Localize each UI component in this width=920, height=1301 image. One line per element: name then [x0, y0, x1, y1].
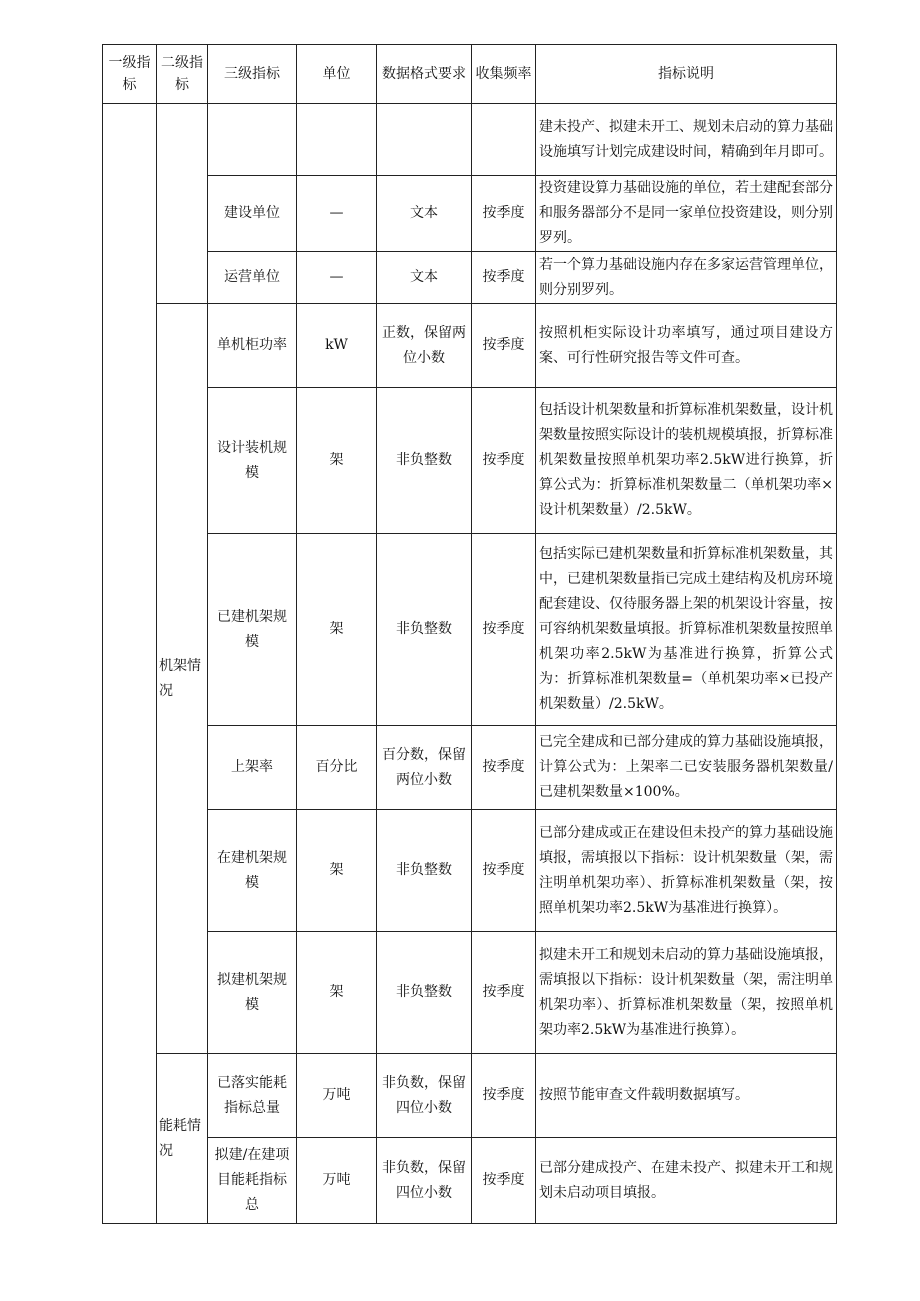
header-level2: 二级指标 — [157, 45, 208, 104]
indicator-table — [102, 44, 837, 1224]
frequency-cell: 按季度 — [472, 726, 536, 810]
frequency-cell: 按季度 — [472, 534, 536, 726]
unit-cell: 架 — [297, 388, 377, 534]
level2-energy-cell: 能耗情况 — [157, 1054, 208, 1224]
table-row — [103, 252, 837, 304]
unit-cell: kW — [297, 304, 377, 388]
description-cell: 已完全建成和已部分建成的算力基础设施填报，计算公式为：上架率二已安装服务器机架数量/已建机架数量×100%。 — [536, 726, 837, 810]
description-cell: 建未投产、拟建未开工、规划未启动的算力基础设施填写计划完成建设时间，精确到年月即可。 — [536, 104, 837, 176]
indicator-cell: 上架率 — [208, 726, 297, 810]
table-row — [103, 932, 837, 1054]
indicator-cell — [208, 104, 297, 176]
table-row — [103, 304, 837, 388]
description-cell: 拟建未开工和规划未启动的算力基础设施填报，需填报以下指标：设计机架数量（架，需注明单机架功率）、折算标准机架数量（架，按照单机架功率2.5kW为基准进行换算）。 — [536, 932, 837, 1054]
table-row — [103, 176, 837, 252]
unit-cell: 架 — [297, 534, 377, 726]
table-row — [103, 1054, 837, 1138]
header-format: 数据格式要求 — [377, 45, 472, 104]
table-row — [103, 104, 837, 176]
description-cell: 已部分建成投产、在建未投产、拟建未开工和规划未启动项目填报。 — [536, 1138, 837, 1224]
description-cell: 若一个算力基础设施内存在多家运营管理单位，则分别罗列。 — [536, 252, 837, 304]
indicator-cell: 已落实能耗指标总量 — [208, 1054, 297, 1138]
format-cell: 非负整数 — [377, 932, 472, 1054]
indicator-cell: 拟建机架规模 — [208, 932, 297, 1054]
frequency-cell: 按季度 — [472, 810, 536, 932]
table-row — [103, 534, 837, 726]
indicator-cell: 单机柜功率 — [208, 304, 297, 388]
frequency-cell: 按季度 — [472, 932, 536, 1054]
table-row — [103, 810, 837, 932]
header-level1: 一级指标 — [103, 45, 157, 104]
frequency-cell: 按季度 — [472, 1138, 536, 1224]
description-cell: 包括设计机架数量和折算标准机架数量，设计机架数量按照实际设计的装机规模填报，折算标准机架数量按照单机架功率2.5kW进行换算，折算公式为：折算标准机架数量二（单机架功率×设计机架数量）/2.5kW。 — [536, 388, 837, 534]
format-cell: 非负整数 — [377, 388, 472, 534]
description-cell: 按照节能审查文件载明数据填写。 — [536, 1054, 837, 1138]
indicator-cell: 建设单位 — [208, 176, 297, 252]
unit-cell: — — [297, 252, 377, 304]
table-header-row — [103, 45, 837, 104]
format-cell: 正数，保留两位小数 — [377, 304, 472, 388]
format-cell: 非负整数 — [377, 534, 472, 726]
table-row — [103, 388, 837, 534]
unit-cell: 万吨 — [297, 1138, 377, 1224]
table-row — [103, 1138, 837, 1224]
unit-cell: — — [297, 176, 377, 252]
unit-cell: 百分比 — [297, 726, 377, 810]
format-cell — [377, 104, 472, 176]
indicator-cell: 已建机架规模 — [208, 534, 297, 726]
format-cell: 百分数，保留两位小数 — [377, 726, 472, 810]
frequency-cell — [472, 104, 536, 176]
description-cell: 包括实际已建机架数量和折算标准机架数量，其中，已建机架数量指已完成土建结构及机房环境配套建设、仅待服务器上架的机架设计容量，按可容纳机架数量填报。折算标准机架数量按照单机架功率2.5kW为基准进行换算，折算公式为：折算标准机架数量=（单机架功率×已投产机架数量）/2.5kW。 — [536, 534, 837, 726]
table-row — [103, 726, 837, 810]
frequency-cell: 按季度 — [472, 304, 536, 388]
level1-cell — [103, 104, 157, 1224]
unit-cell: 架 — [297, 810, 377, 932]
level2-cell-empty — [157, 104, 208, 304]
unit-cell: 架 — [297, 932, 377, 1054]
frequency-cell: 按季度 — [472, 1054, 536, 1138]
unit-cell — [297, 104, 377, 176]
description-cell: 已部分建成或正在建设但未投产的算力基础设施填报，需填报以下指标：设计机架数量（架，需注明单机架功率）、折算标准机架数量（架，按照单机架功率2.5kW为基准进行换算）。 — [536, 810, 837, 932]
description-cell: 投资建设算力基础设施的单位，若土建配套部分和服务器部分不是同一家单位投资建设，则分别罗列。 — [536, 176, 837, 252]
unit-cell: 万吨 — [297, 1054, 377, 1138]
header-level3: 三级指标 — [208, 45, 297, 104]
format-cell: 文本 — [377, 252, 472, 304]
format-cell: 非负整数 — [377, 810, 472, 932]
frequency-cell: 按季度 — [472, 388, 536, 534]
indicator-cell: 拟建/在建项目能耗指标总 — [208, 1138, 297, 1224]
frequency-cell: 按季度 — [472, 252, 536, 304]
format-cell: 非负数，保留四位小数 — [377, 1054, 472, 1138]
header-description: 指标说明 — [536, 45, 837, 104]
indicator-cell: 设计装机规模 — [208, 388, 297, 534]
format-cell: 非负数，保留四位小数 — [377, 1138, 472, 1224]
description-cell: 按照机柜实际设计功率填写，通过项目建设方案、可行性研究报告等文件可查。 — [536, 304, 837, 388]
header-frequency: 收集频率 — [472, 45, 536, 104]
indicator-cell: 在建机架规模 — [208, 810, 297, 932]
header-unit: 单位 — [297, 45, 377, 104]
format-cell: 文本 — [377, 176, 472, 252]
frequency-cell: 按季度 — [472, 176, 536, 252]
indicator-cell: 运营单位 — [208, 252, 297, 304]
level2-rack-cell: 机架情况 — [157, 304, 208, 1054]
